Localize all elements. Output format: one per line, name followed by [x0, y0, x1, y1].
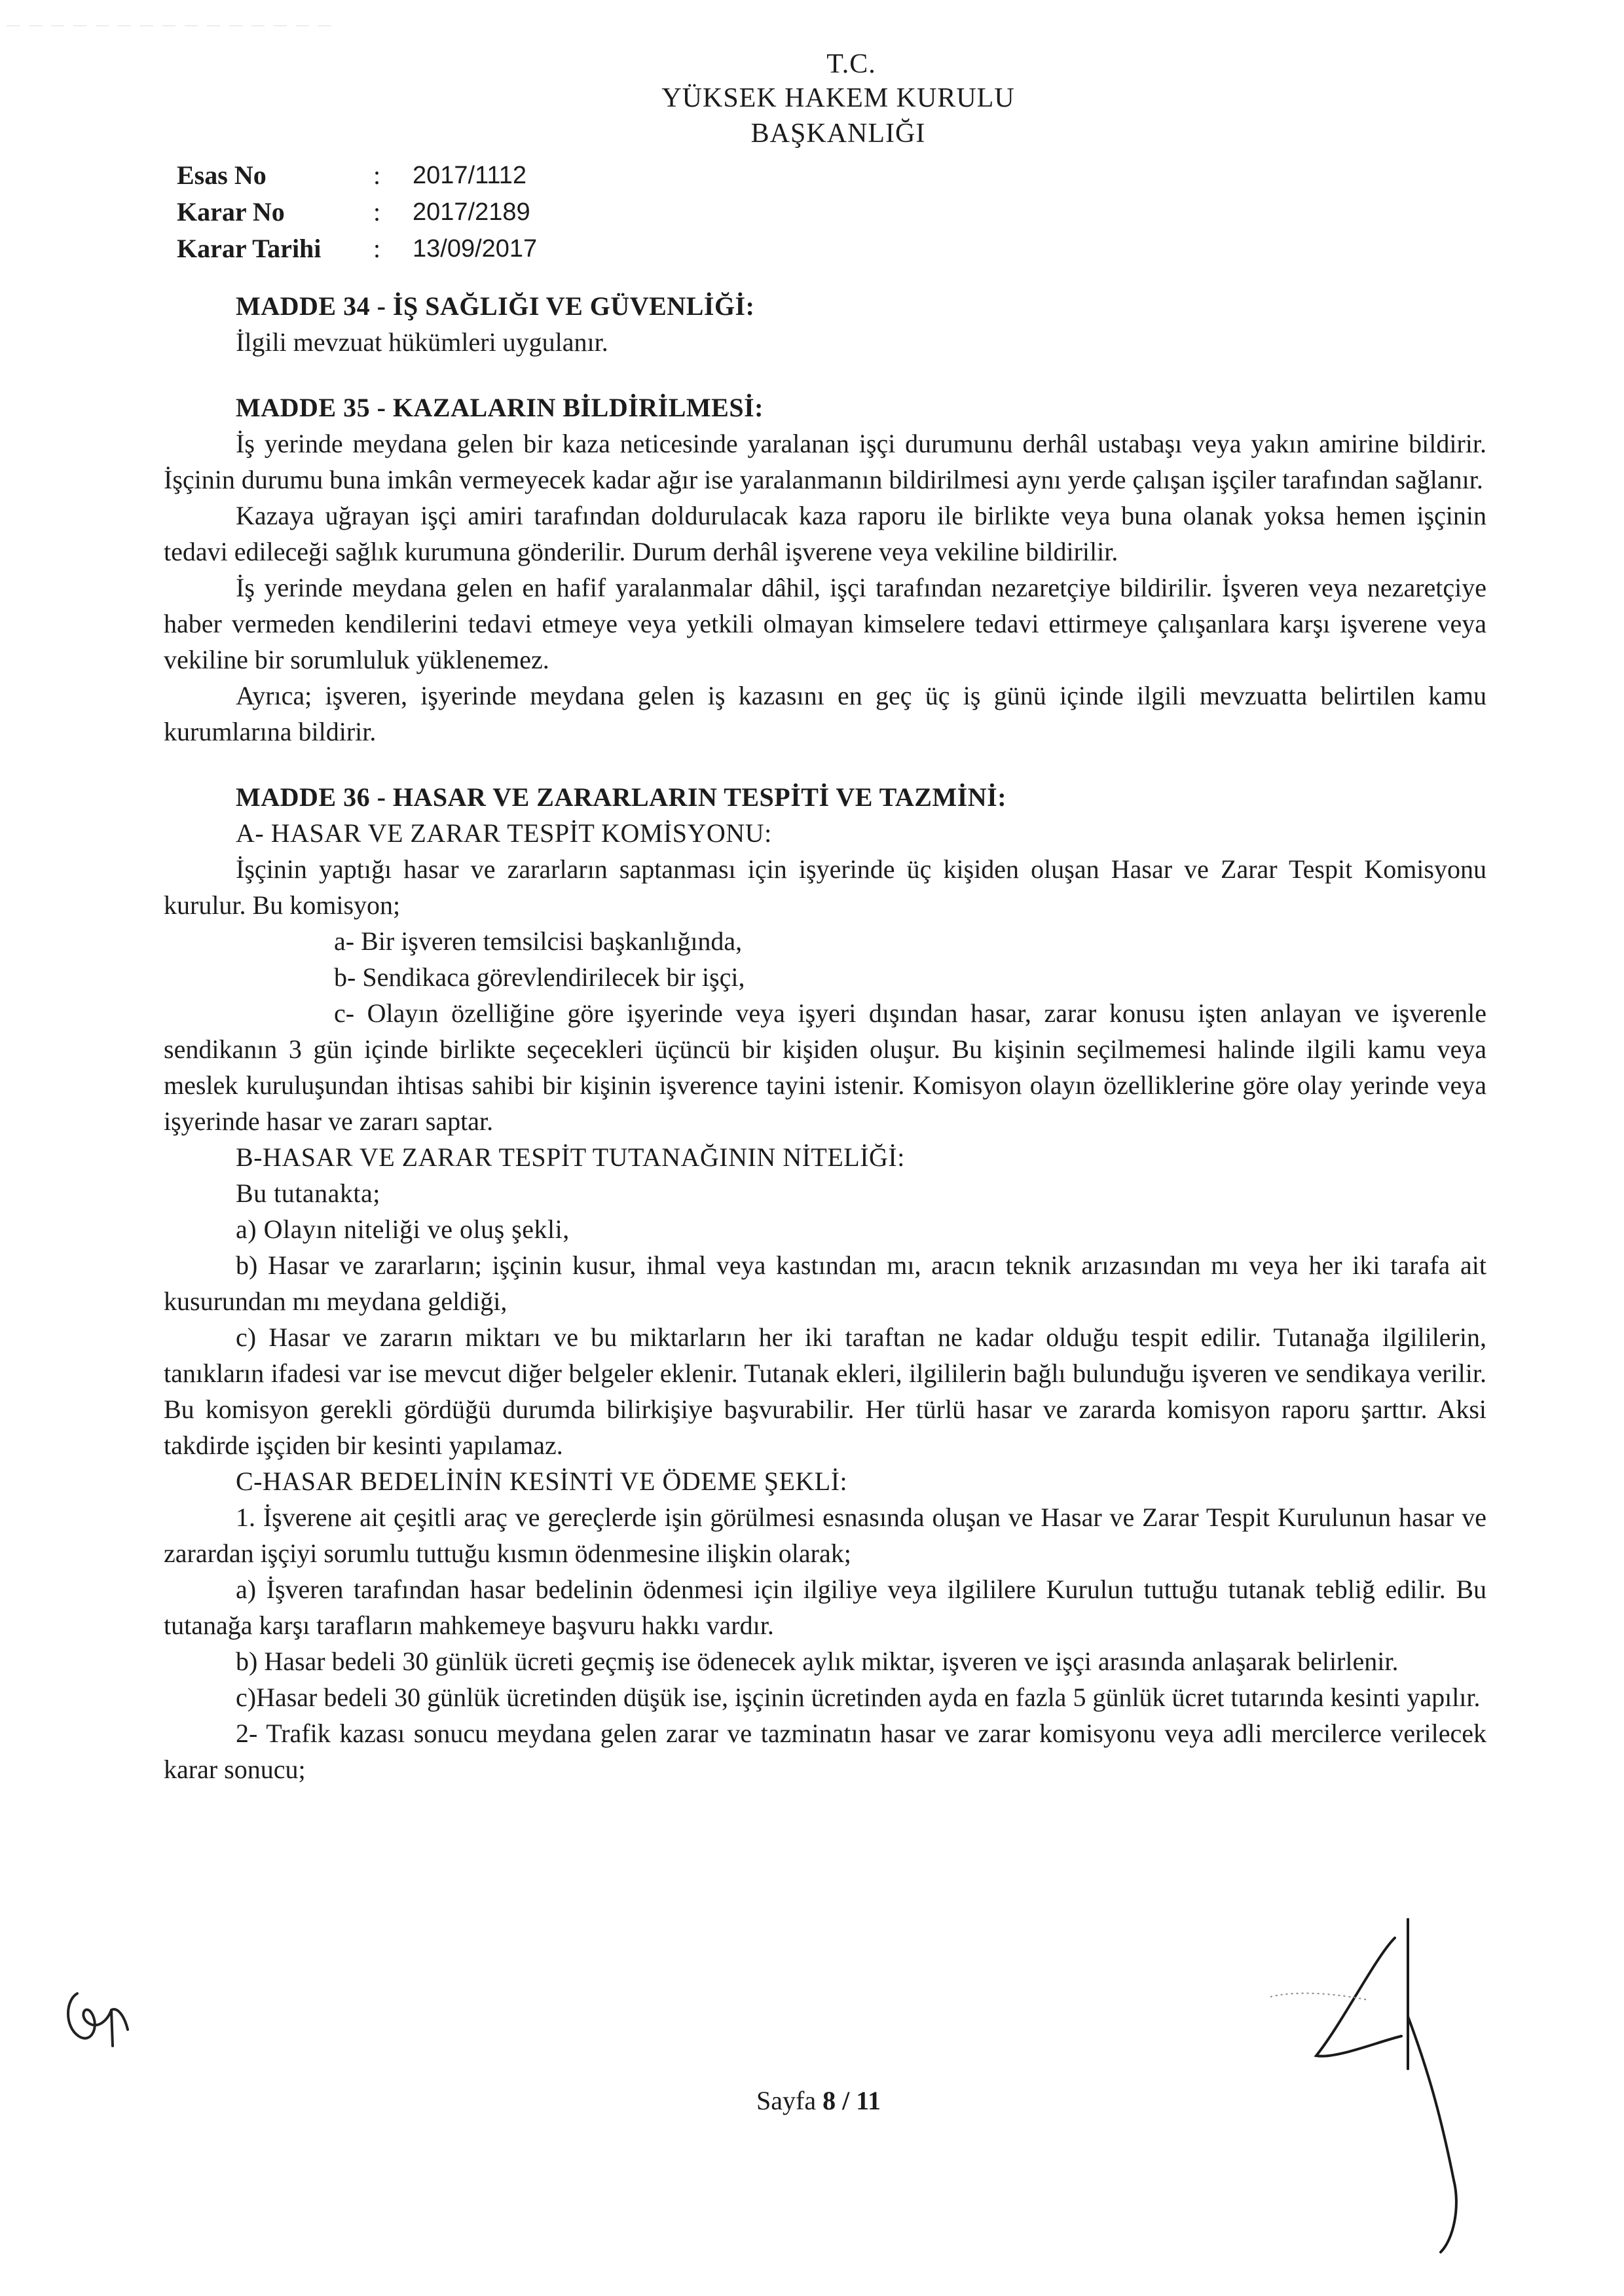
meta-colon: :	[373, 234, 381, 263]
page-number	[720, 2085, 917, 2116]
section-b-item: a) Olayın niteliği ve oluş şekli,	[236, 1214, 570, 1244]
madde-35-paragraph: Kazaya uğrayan işçi amiri tarafından doldurulacak kaza raporu ile birlikte veya buna olanak yoksa hemen işçinin tedavi edileceği sağlık kurumuna gönderilir. Durum derhâl işverene veya vekiline bildirilir.	[164, 501, 1486, 566]
initials-signature-icon	[59, 1980, 138, 2072]
meta-row-karar	[177, 194, 609, 230]
page-separator: /	[836, 2086, 857, 2115]
section-a-item: b- Sendikaca görevlendirilecek bir işçi,	[334, 962, 745, 992]
madde-34-heading: MADDE 34 - İŞ SAĞLIĞI VE GÜVENLİĞİ:	[236, 291, 755, 321]
section-b-item: b) Hasar ve zararların; işçinin kusur, ihmal veya kastından mı, aracın teknik arızasından mı veya her iki tarafa ait kusurundan mı meydana geldiği,	[164, 1250, 1486, 1316]
section-b-intro: Bu tutanakta;	[236, 1178, 380, 1208]
section-c-heading: C-HASAR BEDELİNİN KESİNTİ VE ÖDEME ŞEKLİ:	[236, 1467, 848, 1496]
meta-row-esas	[177, 157, 609, 194]
meta-value: 2017/1112	[413, 162, 526, 189]
scan-artifact-icon	[0, 0, 393, 26]
document-body	[164, 288, 1486, 1787]
meta-value: 2017/2189	[413, 198, 530, 226]
meta-label: Esas No	[177, 160, 267, 190]
page-total: 11	[856, 2086, 881, 2115]
header-presidency: BAŞKANLIĞI	[750, 118, 926, 149]
meta-colon: :	[373, 197, 381, 227]
madde-35-paragraph: İş yerinde meydana gelen bir kaza neticesinde yaralanan işçi durumunu derhâl ustabaşı veya yakın amirine bildirir. İşçinin durumu buna imkân vermeyecek kadar ağır ise yaralanmanın bildirilmesi aynı yerde çalışan işçiler tarafından sağlanır.	[164, 429, 1486, 494]
meta-colon: :	[373, 160, 381, 190]
section-a-item: a- Bir işveren temsilcisi başkanlığında,	[334, 926, 743, 956]
madde-35-paragraph: İş yerinde meydana gelen en hafif yaralanmalar dâhil, işçi tarafından nezaretçiye bildirilir. İşveren veya nezaretçiye haber vermeden kendilerini tedavi etmeye veya yetkili olmayan kimselere tedavi ettirmeye çalışanlara karşı işverene veya vekiline bir sorumluluk yüklenemez.	[164, 573, 1486, 674]
section-b-heading: B-HASAR VE ZARAR TESPİT TUTANAĞININ NİTELİĞİ:	[236, 1142, 905, 1172]
section-c-paragraph: 1. İşverene ait çeşitli araç ve gereçlerde işin görülmesi esnasında oluşan ve Hasar ve Zarar Tespit Kurulunun hasar ve zarardan işçiyi sorumlu tuttuğu kısmın ödenmesine ilişkin olarak;	[164, 1503, 1486, 1568]
meta-row-tarih	[177, 230, 609, 267]
section-c-item: b) Hasar bedeli 30 günlük ücreti geçmiş ise ödenecek aylık miktar, işveren ve işçi arasında anlaşarak belirlenir.	[236, 1647, 1399, 1676]
section-a-paragraph: İşçinin yaptığı hasar ve zararların saptanması için işyerinde üç kişiden oluşan Hasar ve Zarar Tespit Komisyonu kurulur. Bu komisyon;	[164, 854, 1486, 920]
meta-value: 13/09/2017	[413, 235, 538, 263]
madde-36-heading: MADDE 36 - HASAR VE ZARARLARIN TESPİTİ VE TAZMİNİ:	[236, 782, 1007, 812]
section-c-item: c)Hasar bedeli 30 günlük ücretinden düşük ise, işçinin ücretinden ayda en fazla 5 günlük ücret tutarında kesinti yapılır.	[236, 1683, 1481, 1712]
section-c-item: a) İşveren tarafından hasar bedelinin ödenmesi için ilgiliye veya ilgililere Kurulun tuttuğu tutanak tebliğ edilir. Bu tutanağa karşı tarafların mahkemeye başvuru hakkı vardır.	[164, 1575, 1486, 1640]
madde-35-paragraph: Ayrıca; işveren, işyerinde meydana gelen iş kazasını en geç üç iş günü içinde ilgili mevzuatta belirtilen kamu kurumlarına bildirir.	[164, 681, 1486, 746]
header-tc: T.C.	[826, 49, 876, 79]
page-current: 8	[822, 2086, 836, 2115]
madde-34-text: İlgili mevzuat hükümleri uygulanır.	[236, 327, 608, 357]
section-a-heading: A- HASAR VE ZARAR TESPİT KOMİSYONU:	[236, 818, 772, 848]
section-a-item: c- Olayın özelliğine göre işyerinde veya işyeri dışından hasar, zarar konusu işten anlayan ve işverenle sendikanın 3 gün içinde birlikte seçecekleri üçüncü bir kişiden oluşur. Bu kişinin seçilmemesi halinde ilgili kamu veya meslek kuruluşundan ihtisas sahibi bir kişinin işverence tayini istenir. Komisyon olayın özelliklerine göre olay yerinde veya işyerinde hasar ve zararı saptar.	[164, 998, 1486, 1136]
section-b-item: c) Hasar ve zararın miktarı ve bu miktarların her iki taraftan ne kadar olduğu tespit edilir. Tutanağa ilgililerin, tanıkların ifadesi var ise mevcut diğer belgeler eklenir. Tutanak ekleri, ilgililerin bağlı bulunduğu işveren ve sendikaya verilir. Bu komisyon gerekli gördüğü durumda bilirkişiye başvurabilir. Her türlü hasar ve zararda komisyon raporu şarttır. Aksi takdirde işçiden bir kesinti yapılamaz.	[164, 1322, 1486, 1460]
signature-icon	[1244, 1918, 1519, 2259]
meta-label: Karar Tarihi	[177, 234, 322, 263]
meta-label: Karar No	[177, 197, 285, 227]
header-institution: YÜKSEK HAKEM KURULU	[661, 83, 1015, 113]
case-meta	[177, 157, 609, 267]
madde-35-heading: MADDE 35 - KAZALARIN BİLDİRİLMESİ:	[236, 393, 764, 422]
section-c-paragraph: 2- Trafik kazası sonucu meydana gelen zarar ve tazminatın hasar ve zarar komisyonu veya adli mercilerce verilecek karar sonucu;	[164, 1719, 1486, 1784]
page-prefix: Sayfa	[756, 2086, 823, 2115]
